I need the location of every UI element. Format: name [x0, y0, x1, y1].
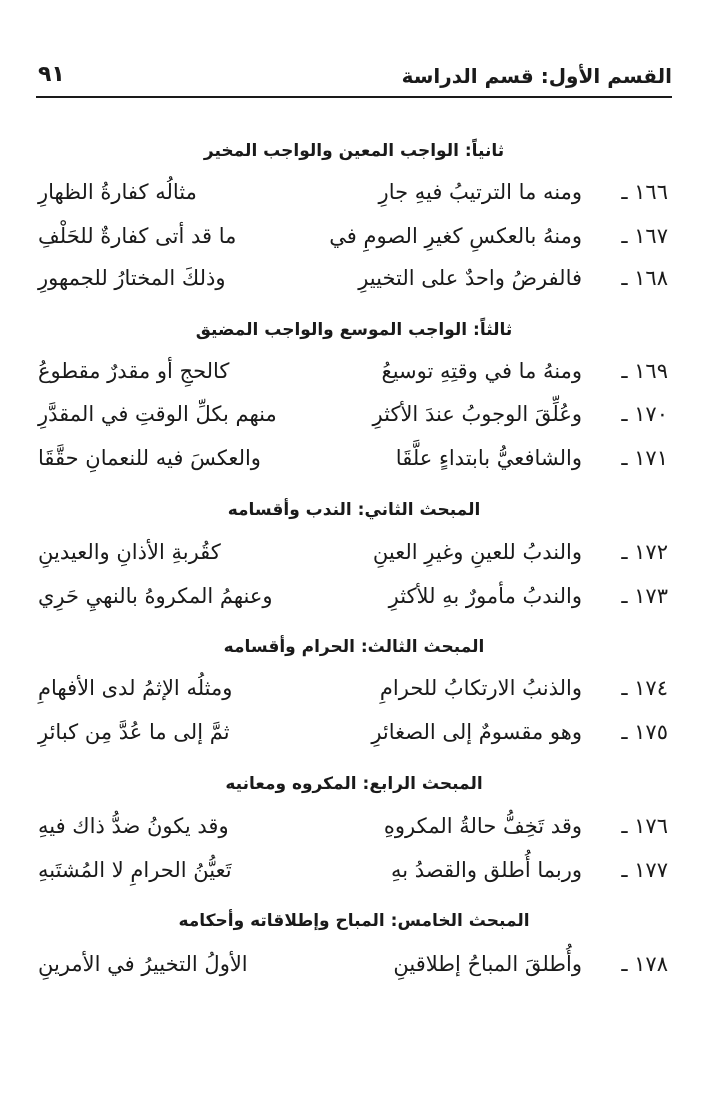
verse-number: ١٦٧ ـ	[621, 224, 668, 248]
verse-first-hemistich: والندبُ مأمورٌ بهِ للأكثرِ	[388, 584, 582, 608]
verse-second-hemistich: تَعيُّنُ الحرامِ لا المُشتَبهِ	[38, 858, 232, 882]
verse-second-hemistich: منهم بكلِّ الوقتِ في المقدَّرِ	[38, 402, 277, 426]
verse-second-hemistich: ما قد أتى كفارةٌ للحَلْفِ	[38, 224, 237, 248]
verse-line	[38, 532, 668, 572]
verse-number: ١٦٩ ـ	[621, 359, 668, 383]
verse-second-hemistich: وعنهمُ المكروهُ بالنهيِ حَرِي	[38, 584, 273, 608]
section-heading: ثانياً: الواجب المعين والواجب المخير	[203, 141, 505, 161]
verse-number: ١٧٧ ـ	[621, 858, 668, 882]
verse-number: ١٧١ ـ	[621, 446, 668, 470]
verse-line	[38, 216, 668, 256]
verse-number: ١٦٨ ـ	[621, 266, 668, 290]
verse-line	[38, 394, 668, 434]
verse-line	[38, 712, 668, 752]
verse-second-hemistich: ومثلُه الإثمُ لدى الأفهامِ	[38, 676, 233, 700]
verse-first-hemistich: وأُطلقَ المباحُ إطلاقينِ	[393, 952, 582, 976]
verse-first-hemistich: وعُلِّقَ الوجوبُ عندَ الأكثرِ	[372, 402, 582, 426]
verse-number: ١٧٠ ـ	[621, 402, 668, 426]
verse-second-hemistich: وذلكَ المختارُ للجمهورِ	[38, 266, 226, 290]
section-heading: المبحث الثالث: الحرام وأقسامه	[223, 637, 485, 657]
verse-second-hemistich: كالحجِ أو مقدرٌ مقطوعُ	[38, 359, 230, 383]
verse-first-hemistich: وقد تَخِفُّ حالةُ المكروهِ	[383, 814, 582, 838]
verse-first-hemistich: والشافعيُّ بابتداءٍ علَّقَا	[395, 446, 582, 470]
verse-line	[38, 172, 668, 212]
verse-line	[38, 351, 668, 391]
verse-first-hemistich: ومنهُ ما في وقتِهِ توسيعُ	[381, 359, 582, 383]
verse-first-hemistich: وربما أُطلق والقصدُ بهِ	[390, 858, 582, 882]
verse-number: ١٧٢ ـ	[621, 540, 668, 564]
verse-line	[38, 806, 668, 846]
verse-line	[38, 258, 668, 298]
section-heading: المبحث الخامس: المباح وإطلاقاته وأحكامه	[178, 911, 530, 931]
verse-first-hemistich: والندبُ للعينِ وغيرِ العينِ	[372, 540, 582, 564]
section-heading: ثالثاً: الواجب الموسع والواجب المضيق	[195, 320, 513, 340]
running-header-title: القسم الأول: قسم الدراسة	[401, 64, 672, 88]
verse-line	[38, 438, 668, 478]
verse-number: ١٧٨ ـ	[621, 952, 668, 976]
verse-second-hemistich: الأولُ التخييرُ في الأمرينِ	[38, 952, 248, 976]
verse-first-hemistich: ومنه ما الترتيبُ فيهِ جارِ	[378, 180, 582, 204]
verse-first-hemistich: ومنهُ بالعكسِ كغيرِ الصومِ في	[329, 224, 582, 248]
verse-second-hemistich: كقُربةِ الأذانِ والعيدينِ	[38, 540, 221, 564]
verse-number: ١٧٤ ـ	[621, 676, 668, 700]
verse-first-hemistich: والذنبُ الارتكابُ للحرامِ	[379, 676, 582, 700]
verse-line	[38, 944, 668, 984]
verse-second-hemistich: والعكسَ فيه للنعمانِ حقَّقَا	[38, 446, 261, 470]
verse-first-hemistich: فالفرضُ واحدٌ على التخييرِ	[358, 266, 582, 290]
verse-number: ١٧٦ ـ	[621, 814, 668, 838]
section-heading: المبحث الثاني: الندب وأقسامه	[227, 500, 481, 520]
verse-second-hemistich: ثمَّ إلى ما عُدَّ مِن كبائرِ	[38, 720, 230, 744]
verse-line	[38, 576, 668, 616]
verse-second-hemistich: وقد يكونُ ضدُّ ذاك فيهِ	[38, 814, 229, 838]
verse-number: ١٧٥ ـ	[621, 720, 668, 744]
verse-line	[38, 850, 668, 890]
page-number: ٩١	[38, 62, 65, 87]
running-header	[36, 62, 672, 98]
verse-number: ١٦٦ ـ	[621, 180, 668, 204]
section-heading: المبحث الرابع: المكروه ومعانيه	[225, 774, 483, 794]
verse-line	[38, 668, 668, 708]
verse-second-hemistich: مثالُه كفارةُ الظهارِ	[38, 180, 197, 204]
verse-number: ١٧٣ ـ	[621, 584, 668, 608]
verse-first-hemistich: وهو مقسومٌ إلى الصغائرِ	[371, 720, 582, 744]
